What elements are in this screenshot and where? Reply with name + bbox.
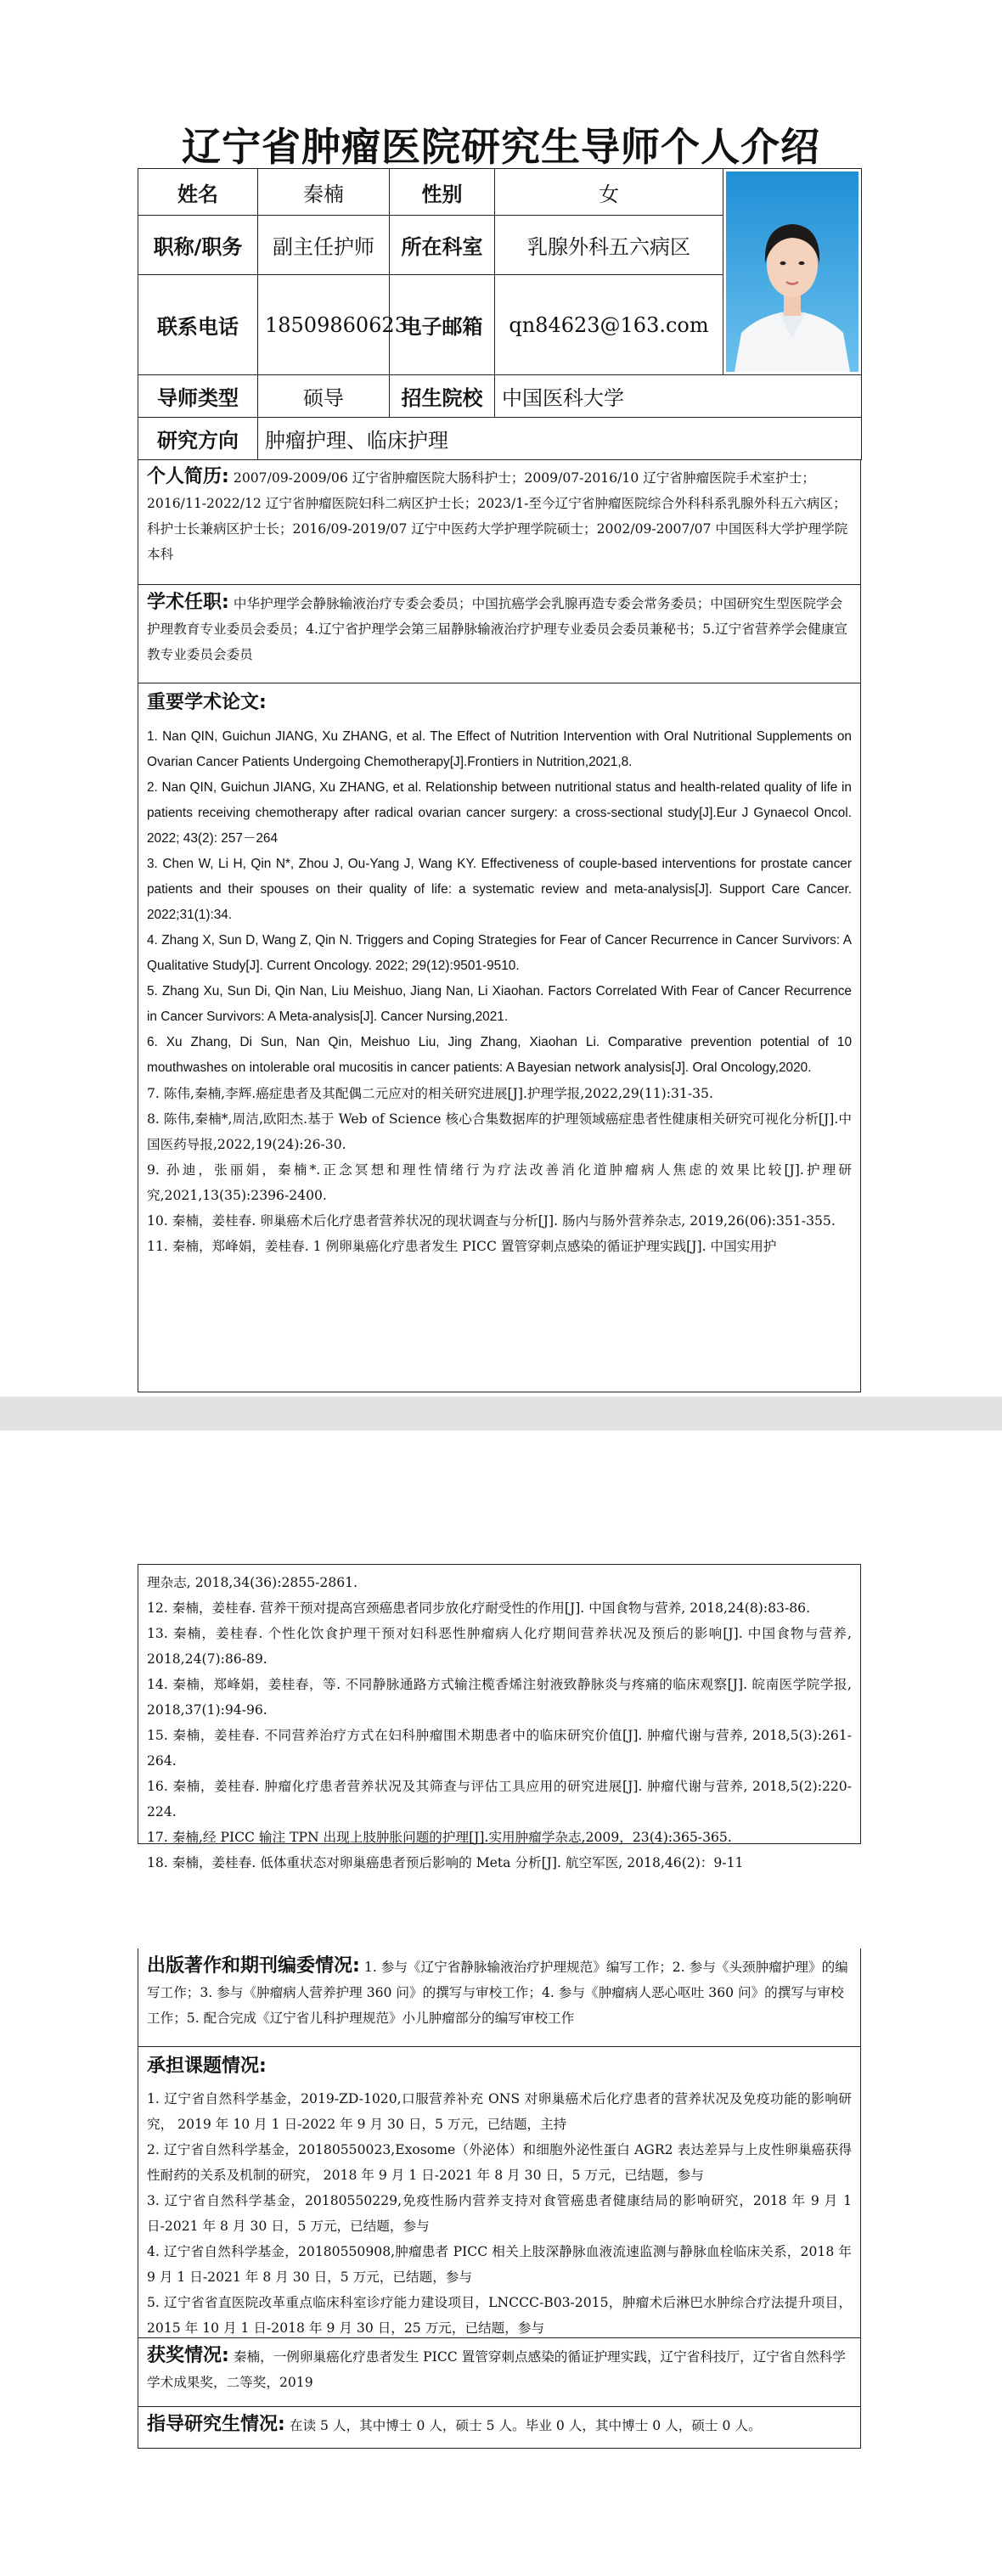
school-label: 招生院校	[390, 375, 495, 418]
photo-cell	[723, 169, 862, 375]
resume-title: 个人简历:	[147, 466, 229, 487]
books-title: 出版著作和期刊编委情况:	[147, 1955, 360, 1977]
name-value: 秦楠	[258, 169, 390, 216]
project-item-4: 4. 辽宁省自然科学基金，20180550908,肿瘤患者 PICC 相关上肢深静脉血液流速监测与静脉血栓临床关系，2018 年 9 月 1 日-2021 年 8 月 30 日，5 万元，已结题，参与	[147, 2244, 852, 2285]
paper-item-13: 13. 秦楠，姜桂春. 个性化饮食护理干预对妇科恶性肿瘤病人化疗期间营养状况及预后的影响[J]. 中国食物与营养, 2018,24(7):86-89.	[147, 1626, 852, 1667]
paper-item-2: 2. Nan QIN, Guichun JIANG, Xu ZHANG, et al. Relationship between nutritional status and health-related quality of life in patients receiving chemotherapy after radical ovarian cancer surgery: a cross-sectional study[J].Eur J Gynaecol Oncol. 2022; 43(2): 257－264	[147, 780, 852, 846]
paper-item-4: 4. Zhang X, Sun D, Wang Z, Qin N. Triggers and Coping Strategies for Fear of Cancer Recurrence in Cancer Survivors: A Qualitative Study[J]. Current Oncology. 2022; 29(12):9501-9510.	[147, 933, 852, 973]
paper-item-12: 12. 秦楠，姜桂春. 营养干预对提高宫颈癌患者同步放化疗耐受性的作用[J]. 中国食物与营养, 2018,24(8):83-86.	[147, 1600, 811, 1616]
project-item-3: 3. 辽宁省自然科学基金，20180550229,免疫性肠内营养支持对食管癌患者健康结局的影响研究，2018 年 9 月 1 日-2021 年 8 月 30 日，5 万元，已结题，参与	[147, 2193, 852, 2234]
paper-item-1: 1. Nan QIN, Guichun JIANG, Xu ZHANG, et al. The Effect of Nutrition Intervention with Oral Nutritional Supplements on Ovarian Cancer Patients Undergoing Chemotherapy[J].Frontiers in Nutrition,2021,8.	[147, 729, 852, 769]
paper-item-16: 16. 秦楠，姜桂春. 肿瘤化疗患者营养状况及其筛查与评估工具应用的研究进展[J]. 肿瘤代谢与营养, 2018,5(2):220-224.	[147, 1779, 852, 1820]
projects-title: 承担课题情况:	[147, 2056, 267, 2077]
advisor-type-value: 硕导	[258, 375, 390, 418]
email-label: 电子邮箱	[390, 275, 495, 375]
phone-value: 18509860623	[258, 275, 390, 375]
papers-continued-section	[138, 1564, 861, 1870]
school-value: 中国医科大学	[495, 375, 862, 418]
projects-section	[138, 2047, 861, 2338]
project-item-1: 1. 辽宁省自然科学基金，2019-ZD-1020,口服营养补充 ONS 对卵巢癌术后化疗患者的营养状况及免疫功能的影响研究， 2019 年 10 月 1 日-2022 年 9 月 30 日，5 万元，已结题，主持	[147, 2091, 852, 2132]
page-title: 辽宁省肿瘤医院研究生导师个人介绍	[182, 124, 820, 170]
awards-section	[138, 2338, 861, 2407]
project-item-2: 2. 辽宁省自然科学基金，20180550023,Exosome（外泌体）和细胞外泌性蛋白 AGR2 表达差异与上皮性卵巢癌获得性耐药的关系及机制的研究， 2018 年 9 月 1 日-2021 年 8 月 30 日，5 万元，已结题，参与	[147, 2142, 852, 2183]
paper-item-17: 17. 秦楠,经 PICC 输注 TPN 出现上肢肿胀问题的护理[J].实用肿瘤学杂志,2009，23(4):365-365.	[147, 1830, 732, 1845]
resume-text: 2007/09-2009/06 辽宁省肿瘤医院大肠科护士；2009/07-2016/10 辽宁省肿瘤医院手术室护士；2016/11-2022/12 辽宁省肿瘤医院妇科二病区护士长；2023/1-至今辽宁省肿瘤医院综合外科科系乳腺外科五六病区；科护士长兼病区护士长；2016/09-2019/07 辽宁中医药大学护理学院硕士；2002/09-2007/07 中国医科大学护理学院本科	[147, 470, 848, 562]
phone-label: 联系电话	[138, 275, 258, 375]
paper-item-15: 15. 秦楠，姜桂春. 不同营养治疗方式在妇科肿瘤围术期患者中的临床研究价值[J]. 肿瘤代谢与营养, 2018,5(3):261-264.	[147, 1728, 852, 1769]
gender-value: 女	[495, 169, 723, 216]
academic-title: 学术任职:	[147, 592, 229, 613]
awards-text: 秦楠，一例卵巢癌化疗患者发生 PICC 置管穿刺点感染的循证护理实践，辽宁省科技厅，辽宁省自然科学学术成果奖，二等奖，2019	[147, 2349, 846, 2390]
students-text: 在读 5 人，其中博士 0 人，硕士 5 人。毕业 0 人，其中博士 0 人，硕士 0 人。	[289, 2418, 762, 2433]
direction-label: 研究方向	[138, 418, 258, 460]
dept-value: 乳腺外科五六病区	[495, 216, 723, 275]
email-value: qn84623@163.com	[495, 275, 723, 375]
advisor-type-label: 导师类型	[138, 375, 258, 418]
paper-item-18: 18. 秦楠，姜桂春. 低体重状态对卵巢癌患者预后影响的 Meta 分析[J]. 航空军医, 2018,46(2)：9-11	[147, 1855, 744, 1870]
gender-label: 性别	[390, 169, 495, 216]
dept-label: 所在科室	[390, 216, 495, 275]
paper-item-3: 3. Chen W, Li H, Qin N*, Zhou J, Ou-Yang J, Wang KY. Effectiveness of couple-based interventions for prostate cancer patients and their spouses on their quality of life: a systematic review and meta-analysis[J]. Support Care Cancer. 2022;31(1):34.	[147, 857, 852, 922]
books-section	[138, 1949, 861, 2047]
name-label: 姓名	[138, 169, 258, 216]
page-gap	[0, 1397, 1002, 1431]
position-value: 副主任护师	[258, 216, 390, 275]
paper-item-7: 7. 陈伟,秦楠,李辉.癌症患者及其配偶二元应对的相关研究进展[J].护理学报,2022,29(11):31-35.	[147, 1086, 713, 1101]
basic-info-table	[138, 168, 862, 460]
paper-item-10: 10. 秦楠，姜桂春. 卵巢癌术后化疗患者营养状况的现状调查与分析[J]. 肠内与肠外营养杂志, 2019,26(06):351-355.	[147, 1213, 836, 1229]
direction-value: 肿瘤护理、临床护理	[258, 418, 862, 460]
paper-item-11-cont: 理杂志, 2018,34(36):2855-2861.	[147, 1575, 358, 1590]
books-text: 1. 参与《辽宁省静脉输液治疗护理规范》编写工作；2. 参与《头颈肿瘤护理》的编写工作；3. 参与《肿瘤病人营养护理 360 问》的撰写与审校工作；4. 参与《肿瘤病人恶心呕吐 360 问》的撰写与审校工作；5. 配合完成《辽宁省儿科护理规范》小儿肿瘤部分的编写审校工作	[147, 1960, 848, 2026]
project-item-5: 5. 辽宁省省直医院改革重点临床科室诊疗能力建设项目，LNCCC-B03-2015，肿瘤术后淋巴水肿综合疗法提升项目，2015 年 10 月 1 日-2018 年 9 月 30 日，25 万元，已结题，参与	[147, 2295, 852, 2336]
academic-text: 中华护理学会静脉输液治疗专委会委员；中国抗癌学会乳腺再造专委会常务委员；中国研究生型医院学会护理教育专业委员会委员；4.辽宁省护理学会第三届静脉输液治疗护理专业委员会委员兼秘书；5.辽宁省营养学会健康宣教专业委员会委员	[147, 596, 848, 662]
paper-item-8: 8. 陈伟,秦楠*,周洁,欧阳杰.基于 Web of Science 核心合集数据库的护理领域癌症患者性健康相关研究可视化分析[J].中国医药导报,2022,19(24):26-30.	[147, 1111, 852, 1152]
papers-section	[138, 683, 861, 1392]
paper-item-9: 9. 孙迪，张丽娟，秦楠*.正念冥想和理性情绪行为疗法改善消化道肿瘤病人焦虑的效果比较[J].护理研究,2021,13(35):2396-2400.	[147, 1162, 852, 1203]
paper-item-11: 11. 秦楠，郑峰娟，姜桂春. 1 例卵巢癌化疗患者发生 PICC 置管穿刺点感染的循证护理实践[J]. 中国实用护	[147, 1239, 777, 1254]
portrait-photo	[726, 172, 858, 372]
students-section	[138, 2407, 861, 2449]
resume-section	[138, 459, 861, 585]
students-title: 指导研究生情况:	[147, 2414, 285, 2435]
awards-title: 获奖情况:	[147, 2345, 229, 2366]
papers-title: 重要学术论文:	[147, 692, 267, 713]
paper-item-5: 5. Zhang Xu, Sun Di, Qin Nan, Liu Meishuo, Jiang Nan, Li Xiaohan. Factors Correlated With Fear of Cancer Recurrence in Cancer Survivors: A Meta-analysis[J]. Cancer Nursing,2021.	[147, 984, 852, 1024]
position-label: 职称/职务	[138, 216, 258, 275]
paper-item-14: 14. 秦楠，郑峰娟，姜桂春，等. 不同静脉通路方式输注榄香烯注射液致静脉炎与疼痛的临床观察[J]. 皖南医学院学报, 2018,37(1):94-96.	[147, 1677, 852, 1718]
paper-item-6: 6. Xu Zhang, Di Sun, Nan Qin, Meishuo Liu, Jing Zhang, Xiaohan Li. Comparative prevention potential of 10 mouthwashes on intolerable oral mucositis in cancer patients: A Bayesian network analysis[J]. Oral Oncology,2020.	[147, 1035, 852, 1075]
academic-section	[138, 585, 861, 683]
page-2	[0, 1431, 1002, 2576]
